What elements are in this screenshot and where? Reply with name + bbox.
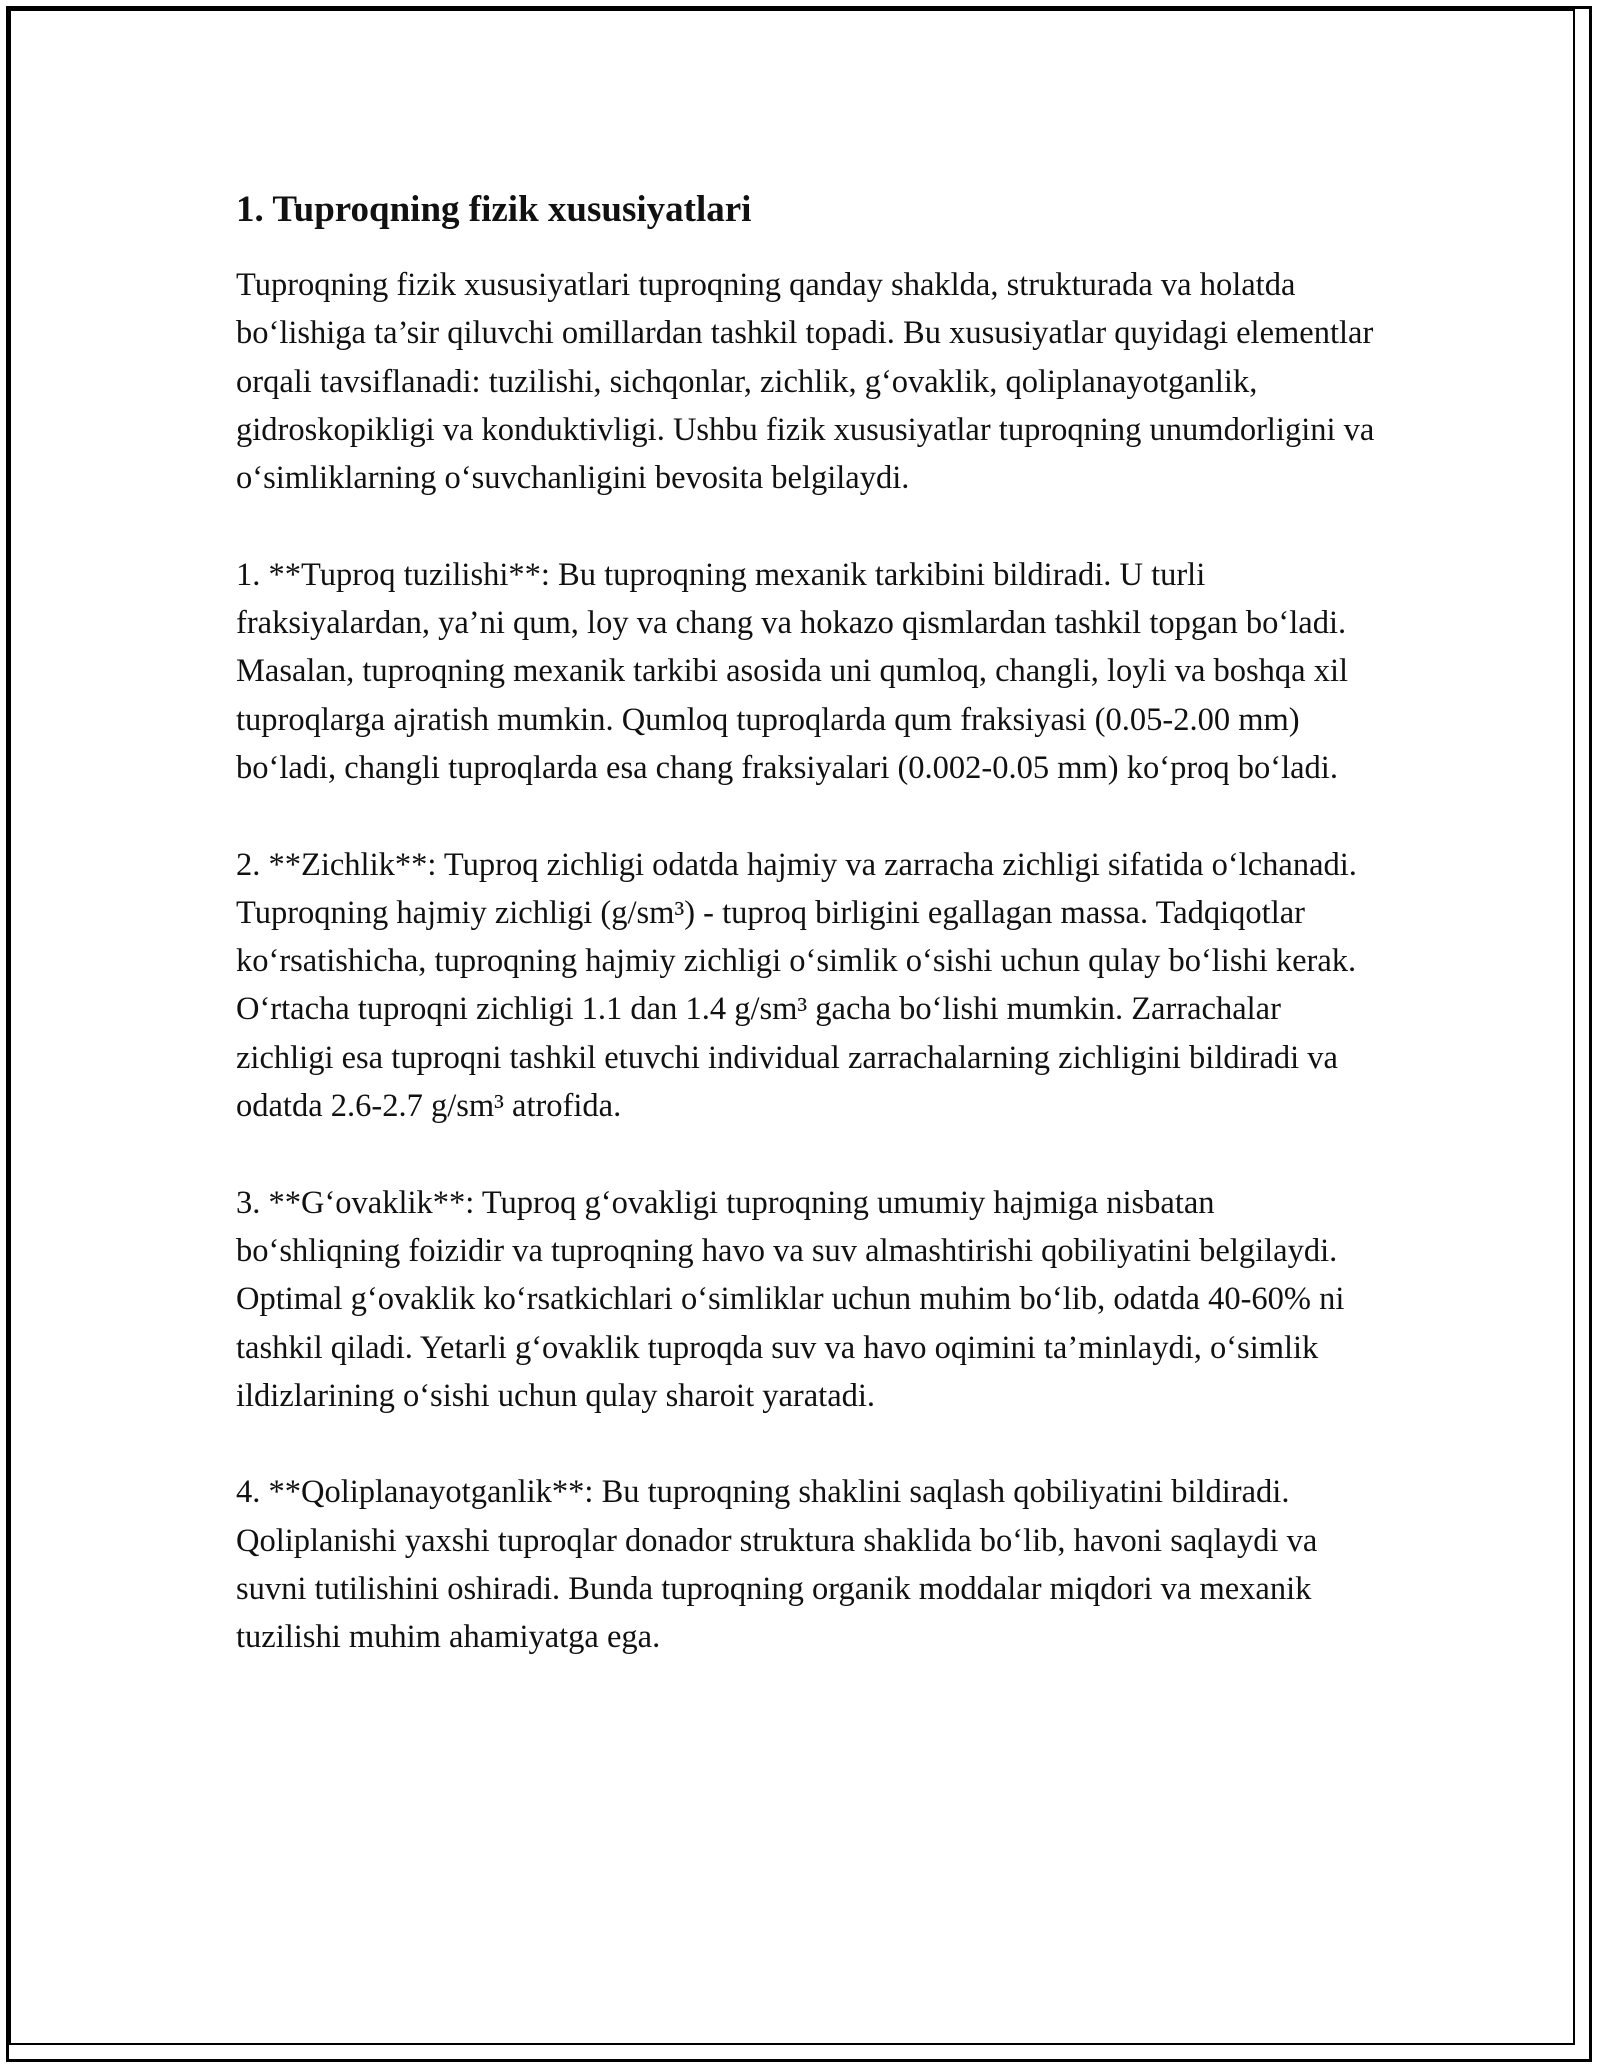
paragraph-porosity: 3. **G‘ovaklik**: Tuproq g‘ovakligi tuproqning umumiy hajmiga nisbatan bo‘shliqning foizidir va tuproqning havo va suv almashtirishi qobiliyatini belgilaydi. Optimal g‘ovaklik ko‘rsatkichlari o‘simliklar uchun muhim bo‘lib, odatda 40-60% ni tashkil qiladi. Yetarli g‘ovaklik tuproqda suv va havo oqimini ta’minlaydi, o‘simlik ildizlarining o‘sishi uchun qulay sharoit yaratadi. [236,1184,1345,1414]
document-body [236,186,1376,1662]
section-heading: 1. Tuproqning fizik xususiyatlari [236,189,752,230]
intro-paragraph: Tuproqning fizik xususiyatlari tuproqning qanday shaklda, strukturada va holatda bo‘lishiga ta’sir qiluvchi omillardan tashkil topadi. Bu xususiyatlar quyidagi elementlar orqali tavsiflanadi: tuzilishi, sichqonlar, zichlik, g‘ovaklik, qoliplanayotganlik, gidroskopikligi va konduktivligi. Ushbu fizik xususiyatlar tuproqning unumdorligini va o‘simliklarning o‘suvchanligini bevosita belgilaydi. [236,267,1375,497]
paragraph-soil-structure: 1. **Tuproq tuzilishi**: Bu tuproqning mexanik tarkibini bildiradi. U turli fraksiyalardan, ya’ni qum, loy va chang va hokazo qismlardan tashkil topgan bo‘ladi. Masalan, tuproqning mexanik tarkibi asosida uni qumloq, changli, loyli va boshqa xil tuproqlarga ajratish mumkin. Qumloq tuproqlarda qum fraksiyasi (0.05-2.00 mm) bo‘ladi, changli tuproqlarda esa chang fraksiyalari (0.002-0.05 mm) ko‘proq bo‘ladi. [236,556,1349,786]
paragraph-moldability: 4. **Qoliplanayotganlik**: Bu tuproqning shaklini saqlash qobiliyatini bildiradi. Qoliplanishi yaxshi tuproqlar donador struktura shaklida bo‘lib, havoni saqlaydi va suvni tutilishini oshiradi. Bunda tuproqning organik moddalar miqdori va mexanik tuzilishi muhim ahamiyatga ega. [236,1474,1318,1656]
paragraph-density: 2. **Zichlik**: Tuproq zichligi odatda hajmiy va zarracha zichligi sifatida o‘lchanadi. Tuproqning hajmiy zichligi (g/sm³) - tuproq birligini egallagan massa. Tadqiqotlar ko‘rsatishicha, tuproqning hajmiy zichligi o‘simlik o‘sishi uchun qulay bo‘lishi kerak. O‘rtacha tuproqni zichligi 1.1 dan 1.4 g/sm³ gacha bo‘lishi mumkin. Zarrachalar zichligi esa tuproqni tashkil etuvchi individual zarrachalarning zichligini bildiradi va odatda 2.6-2.7 g/sm³ atrofida. [236,846,1357,1125]
